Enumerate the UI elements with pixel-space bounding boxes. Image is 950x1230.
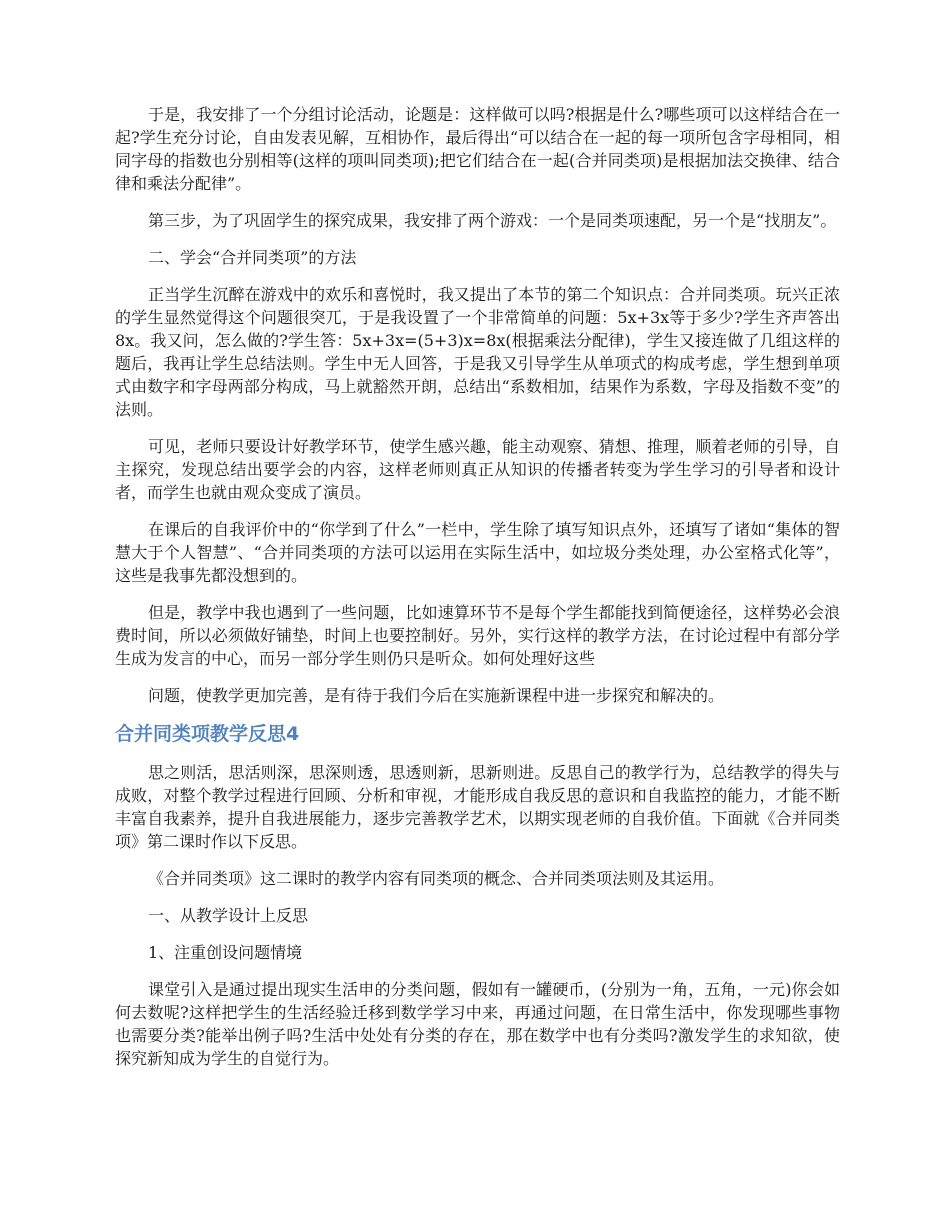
paragraph: 正当学生沉醉在游戏中的欢乐和喜悦时，我又提出了本节的第二个知识点：合并同类项。玩兴正浓的学生显然觉得这个问题很突兀，于是我设置了一个非常简单的问题：5x+3x等于多少?学生齐声答出8x。我又问，怎么做的?学生答：5x+3x=(5+3)x=8x(根据乘法分配律)，学生又接连做了几组这样的题后，我再让学生总结法则。学生中无人回答，于是我又引导学生从单项式的构成考虑，学生想到单项式由数字和字母两部分构成，马上就豁然开朗，总结出“系数相加，结果作为系数，字母及指数不变”的法则。 bbox=[115, 285, 840, 419]
section-heading: 合并同类项教学反思4 bbox=[115, 723, 300, 745]
section-subheading: 一、从教学设计上反思 bbox=[148, 906, 309, 925]
paragraph: 问题，使教学更加完善，是有待于我们今后在实施新课程中进一步探究和解决的。 bbox=[148, 686, 725, 705]
paragraph: 于是，我安排了一个分组讨论活动，论题是：这样做可以吗?根据是什么?哪些项可以这样结合在一起?学生充分讨论，自由发表见解，互相协作，最后得出“可以结合在一起的每一项所包含字母相同，相同字母的指数也分别相等(这样的项叫同类项);把它们结合在一起(合并同类项)是根据加法交换律、结合律和乘法分配律”。 bbox=[115, 105, 840, 193]
paragraph: 《合并同类项》这二课时的教学内容有同类项的概念、合并同类项法则及其运用。 bbox=[148, 869, 725, 888]
section-subheading: 1、注重创设问题情境 bbox=[148, 943, 303, 962]
section-subheading: 二、学会“合并同类项”的方法 bbox=[148, 248, 357, 267]
document-page bbox=[115, 103, 840, 1084]
paragraph: 可见，老师只要设计好教学环节，使学生感兴趣，能主动观察、猜想、推理，顺着老师的引导，自主探究，发现总结出要学会的内容，这样老师则真正从知识的传播者转变为学生学习的引导者和设计者，而学生也就由观众变成了演员。 bbox=[115, 437, 840, 502]
paragraph: 课堂引入是通过提出现实生活申的分类问题，假如有一罐硬币，(分别为一角，五角，一元)你会如何去数呢?这样把学生的生活经验迁移到数学学习中来，再通过问题，在日常生活中，你发现哪些事物也需要分类?能举出例子吗?生活中处处有分类的存在，那在数学中也有分类吗?激发学生的求知欲，使探究新知成为学生的自觉行为。 bbox=[115, 980, 840, 1068]
paragraph: 思之则活，思活则深，思深则透，思透则新，思新则进。反思自己的教学行为，总结教学的得失与成败，对整个教学过程进行回顾、分析和审视，才能形成自我反思的意识和自我监控的能力，才能不断丰富自我素养，提升自我进展能力，逐步完善教学艺术，以期实现老师的自我价值。下面就《合并同类项》第二课时作以下反思。 bbox=[115, 763, 840, 851]
paragraph: 第三步，为了巩固学生的探究成果，我安排了两个游戏：一个是同类项速配，另一个是“找朋友”。 bbox=[148, 211, 837, 230]
paragraph: 在课后的自我评价中的“你学到了什么”一栏中，学生除了填写知识点外，还填写了诸如“集体的智慧大于个人智慧”、“合并同类项的方法可以运用在实际生活中，如垃圾分类处理，办公室格式化等”，这些是我事先都没想到的。 bbox=[115, 520, 840, 585]
paragraph: 但是，教学中我也遇到了一些问题，比如速算环节不是每个学生都能找到简便途径，这样势必会浪费时间，所以必须做好铺垫，时间上也要控制好。另外，实行这样的教学方法，在讨论过程中有部分学生成为发言的中心，而另一部分学生则仍只是听众。如何处理好这些 bbox=[115, 603, 840, 668]
